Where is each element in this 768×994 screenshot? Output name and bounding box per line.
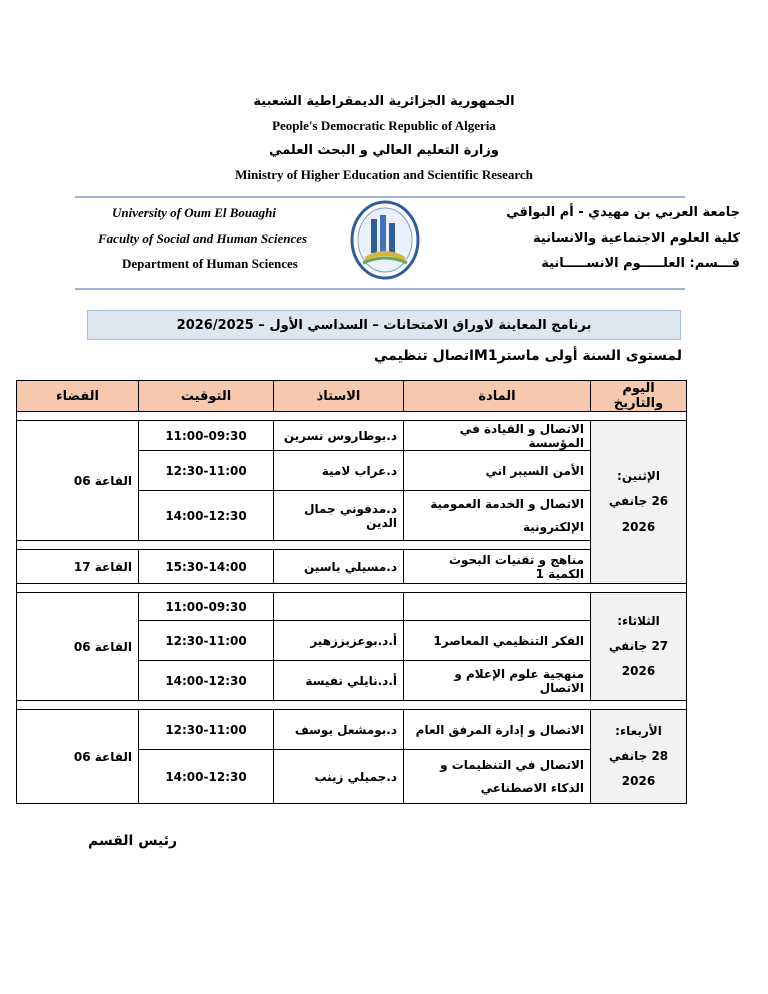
room-cell: القاعة 06 [17, 710, 139, 804]
level-label: لمستوى السنة أولى ماسترM1اتصال تنظيمي [373, 348, 682, 364]
department-head-signature-label: رئيس القسم [88, 833, 178, 849]
day-date: 28 جانفي 2026 [608, 748, 669, 789]
day-cell-tuesday [591, 593, 687, 701]
time-cell: 12:30-11:00 [139, 710, 274, 750]
time-cell: 15:30-14:00 [139, 550, 274, 584]
room-cell: القاعة 17 [17, 550, 139, 584]
day-name: الثلاثاء: [617, 613, 660, 628]
time-cell: 14:00-12:30 [139, 661, 274, 701]
faculty-ar: كلية العلوم الاجتماعية والانسانية [532, 231, 740, 246]
department-ar: قـــسم: العلـــــوم الانســـــانية [541, 256, 740, 271]
header-time: التوقيت [139, 381, 274, 412]
subject-cell: مناهج و تقنيات البحوث الكمية 1 [404, 550, 591, 584]
university-logo-icon [349, 199, 421, 281]
table-row [17, 710, 687, 750]
day-cell-monday [591, 421, 687, 584]
header-subject: المادة [404, 381, 591, 412]
subject-cell: الاتصال و الخدمة العمومية الإلكترونية [404, 491, 591, 541]
room-cell: القاعة 06 [17, 421, 139, 541]
schedule-table [16, 380, 687, 804]
day-name: الأربعاء: [615, 723, 662, 738]
subject-cell [404, 593, 591, 621]
header-day: اليوم والتاريخ [591, 381, 687, 412]
time-cell: 12:30-11:00 [139, 621, 274, 661]
room-cell: القاعة 06 [17, 593, 139, 701]
ministry-ar: وزارة التعليم العالي و البحث العلمي [269, 143, 499, 158]
day-date: 27 جانفي 2026 [608, 638, 669, 679]
table-row [17, 593, 687, 621]
time-cell: 11:00-09:30 [139, 421, 274, 451]
professor-cell [274, 593, 404, 621]
professor-cell: د.مدفوني جمال الدين [274, 491, 404, 541]
department-en: Department of Human Sciences [122, 256, 298, 271]
professor-cell: د.عراب لامية [274, 451, 404, 491]
subject-cell: الاتصال في التنظيمات و الذكاء الاصطناعي [404, 750, 591, 804]
day-cell-wednesday [591, 710, 687, 804]
subject-cell: الاتصال و القيادة في المؤسسة [404, 421, 591, 451]
subject-cell: الأمن السيبر اني [404, 451, 591, 491]
subject-cell: منهجية علوم الإعلام و الاتصال [404, 661, 591, 701]
table-header-row [17, 381, 687, 412]
republic-en: People's Democratic Republic of Algeria [272, 118, 496, 133]
exam-review-title: برنامج المعاينة لاوراق الامتحانات – السداسي الأول – 2026/2025 [87, 310, 681, 340]
subject-cell: الفكر التنظيمي المعاصر1 [404, 621, 591, 661]
subject-cell: الاتصال و إدارة المرفق العام [404, 710, 591, 750]
professor-cell: د.بومشعل يوسف [274, 710, 404, 750]
table-row [17, 550, 687, 584]
time-cell: 11:00-09:30 [139, 593, 274, 621]
header-professor: الاستاذ [274, 381, 404, 412]
ministry-en: Ministry of Higher Education and Scientific Research [235, 167, 533, 182]
professor-cell: أ.د.نايلي نفيسة [274, 661, 404, 701]
professor-cell: د.جميلي زينب [274, 750, 404, 804]
university-en: University of Oum El Bouaghi [112, 205, 276, 220]
time-cell: 14:00-12:30 [139, 750, 274, 804]
professor-cell: د.بوطاروس نسرين [274, 421, 404, 451]
professor-cell: أ.د.بوعزيززهير [274, 621, 404, 661]
day-name: الإثنين: [617, 469, 660, 484]
professor-cell: د.مسيلي ياسين [274, 550, 404, 584]
header-rule-top [75, 196, 685, 198]
day-date: 26 جانفي 2026 [608, 494, 669, 534]
time-cell: 14:00-12:30 [139, 491, 274, 541]
university-ar: جامعة العربي بن مهيدي - أم البواقي [506, 205, 740, 220]
time-cell: 12:30-11:00 [139, 451, 274, 491]
header-room: الفضاء [17, 381, 139, 412]
republic-ar: الجمهورية الجزائرية الديمقراطية الشعبية [253, 94, 515, 109]
table-row [17, 421, 687, 451]
faculty-en: Faculty of Social and Human Sciences [98, 231, 308, 246]
header-rule-bottom [75, 288, 685, 290]
